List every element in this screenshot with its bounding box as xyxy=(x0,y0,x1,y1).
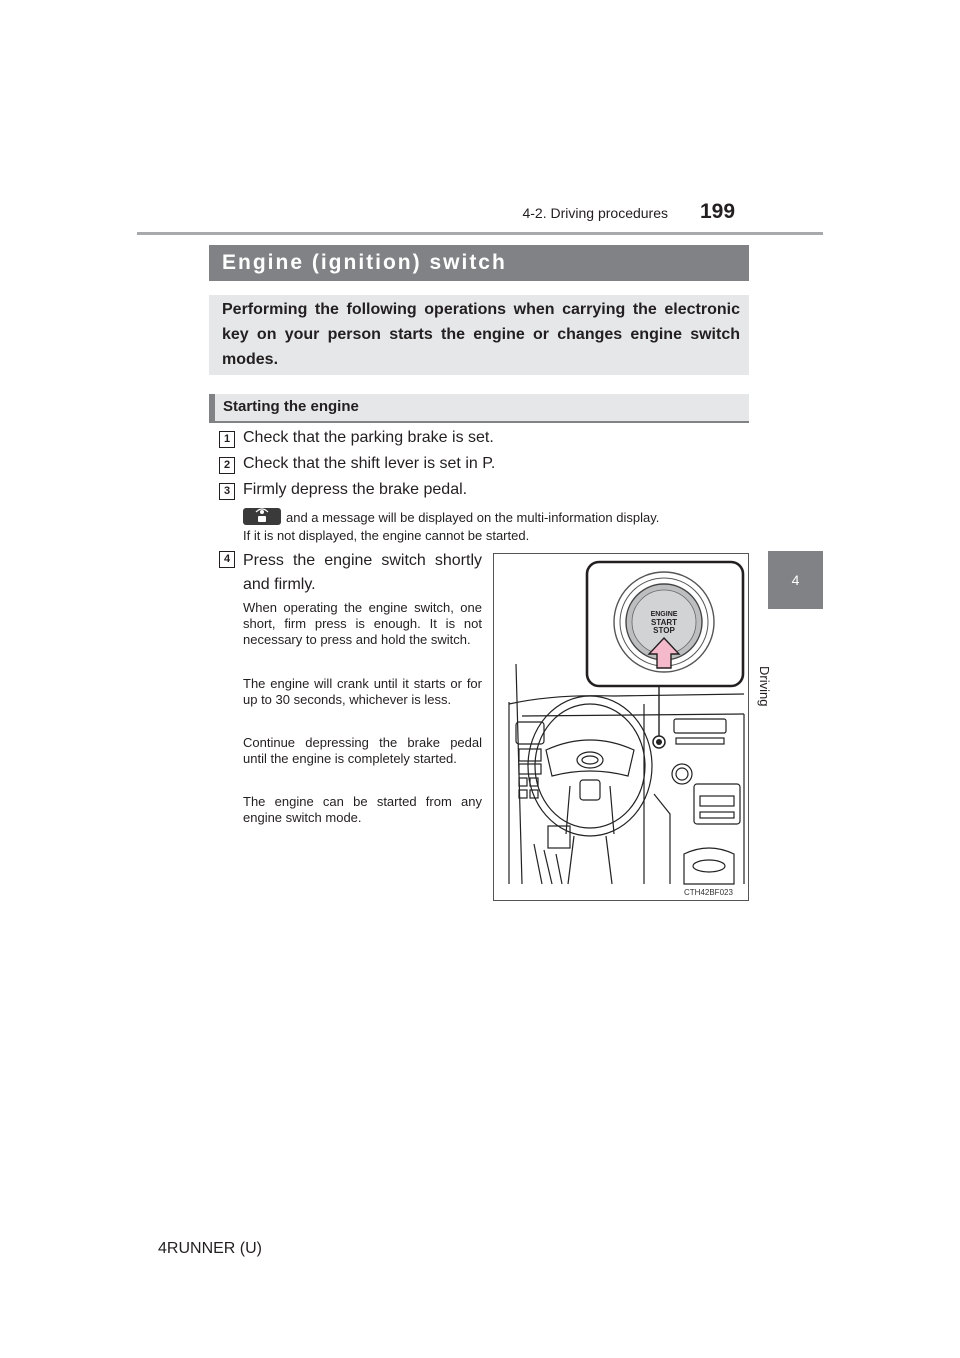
step-text: Check that the parking brake is set. xyxy=(243,429,494,446)
step4-note: The engine can be started from any engine switch mode. xyxy=(243,794,482,825)
subsection-title: Starting the engine xyxy=(223,398,359,415)
dashboard-drawing xyxy=(494,554,749,901)
step-text: Firmly depress the brake pedal. xyxy=(243,481,468,498)
step-number: 2 xyxy=(219,457,235,474)
dashboard-illustration xyxy=(493,553,749,901)
chapter-tab: 4 xyxy=(768,551,823,609)
chapter-label xyxy=(757,620,792,707)
step4-note: Continue depressing the brake pedal until the engine is completely started. xyxy=(243,735,482,766)
illustration-code: CTH42BF023 xyxy=(684,888,733,897)
step-number: 4 xyxy=(219,551,235,568)
subsection-accent xyxy=(209,394,215,423)
chapter-label-text: Driving xyxy=(757,666,772,707)
button-label-line: ENGINE xyxy=(650,611,678,618)
section-title: Engine (ignition) switch xyxy=(222,251,507,274)
key-indicator-icon xyxy=(243,508,281,525)
step-text: Press the engine switch shortly and firmly. xyxy=(243,552,482,593)
button-label-line: START xyxy=(650,618,678,627)
intro-text: Performing the following operations when carrying the electronic key on your person starts the engine or changes engine switch modes. xyxy=(222,301,740,368)
engine-button-label xyxy=(629,611,699,635)
step4-note: When operating the engine switch, one short, firm press is enough. It is not necessary to press and hold the switch. xyxy=(243,600,482,647)
header-rule xyxy=(137,232,823,235)
step3-note-line2: If it is not displayed, the engine cannot be started. xyxy=(243,528,530,543)
button-label-line: STOP xyxy=(653,626,675,635)
step-number: 3 xyxy=(219,483,235,500)
step3-note-line1: and a message will be displayed on the multi-information display. xyxy=(286,510,660,525)
step-text: Check that the shift lever is set in P. xyxy=(243,455,496,472)
model-footer: 4RUNNER (U) xyxy=(158,1240,262,1257)
step4-note: The engine will crank until it starts or for up to 30 seconds, whichever is less. xyxy=(243,676,482,707)
step-number: 1 xyxy=(219,431,235,448)
page-number: 199 xyxy=(700,200,736,223)
header-section-title: 4-2. Driving procedures xyxy=(522,205,668,221)
